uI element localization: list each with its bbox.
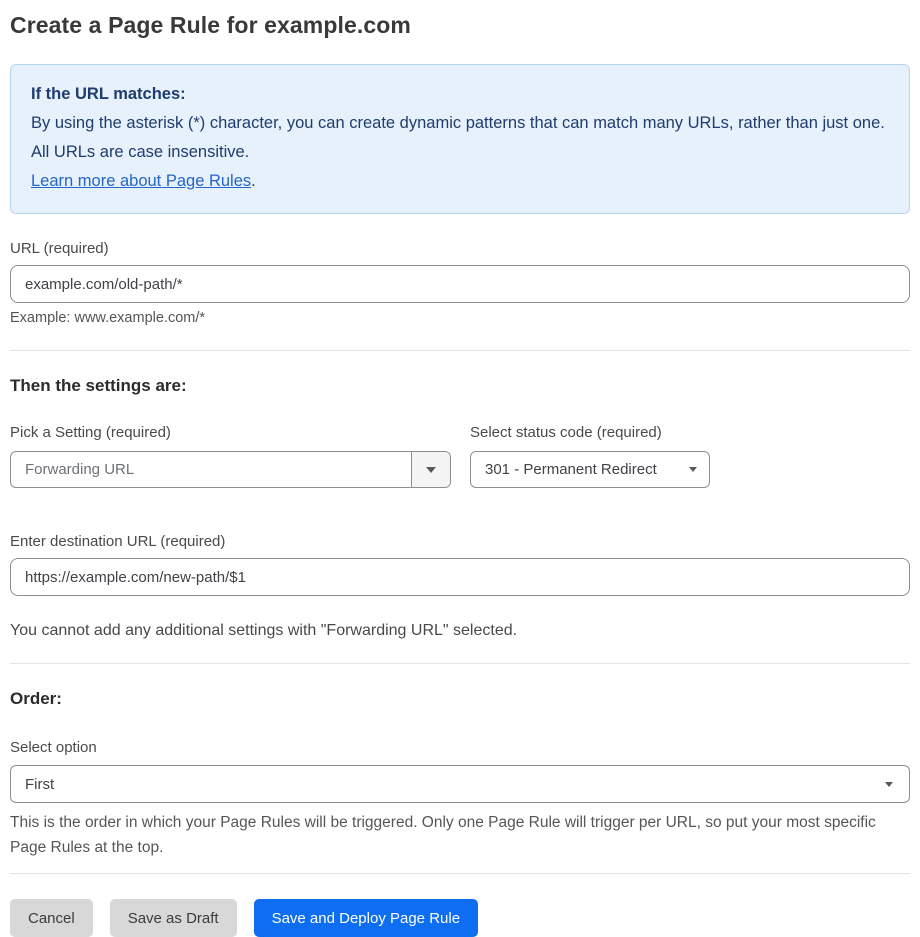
status-code-select[interactable]	[470, 451, 710, 488]
order-select-label: Select option	[10, 739, 97, 756]
status-code-label: Select status code (required)	[470, 424, 662, 441]
chevron-down-icon	[885, 782, 893, 787]
setting-picker-column	[10, 424, 451, 488]
forwarding-url-note: You cannot add any additional settings with "Forwarding URL" selected.	[10, 622, 518, 639]
chevron-down-icon	[689, 467, 697, 472]
setting-picker-label: Pick a Setting (required)	[10, 424, 171, 441]
learn-more-link[interactable]: Learn more about Page Rules	[31, 172, 252, 190]
info-box-heading: If the URL matches:	[31, 85, 186, 103]
divider	[10, 663, 910, 664]
order-help-text: This is the order in which your Page Rules will be triggered. Only one Page Rule will trigger per URL, so put your most specific Page Rules at the top.	[10, 814, 876, 856]
status-code-column	[470, 424, 710, 488]
url-input[interactable]	[10, 265, 910, 303]
order-select-value: First	[25, 775, 55, 793]
status-code-value: 301 - Permanent Redirect	[485, 461, 657, 478]
url-field-label: URL (required)	[10, 240, 109, 257]
info-box-body: By using the asterisk (*) character, you can create dynamic patterns that can match many URLs, rather than just one. All URLs are case insensitive.	[31, 114, 885, 161]
url-match-info-box	[10, 64, 910, 214]
cancel-button[interactable]: Cancel	[10, 899, 93, 937]
save-as-draft-button[interactable]: Save as Draft	[110, 899, 237, 937]
setting-picker-arrow-button[interactable]	[411, 452, 450, 487]
info-box-link-line	[31, 167, 889, 196]
order-section-heading: Order:	[10, 689, 62, 708]
settings-section-heading: Then the settings are:	[10, 376, 187, 395]
destination-url-label: Enter destination URL (required)	[10, 533, 226, 550]
url-field-hint: Example: www.example.com/*	[10, 310, 206, 326]
divider	[10, 873, 910, 874]
settings-row	[10, 424, 910, 488]
action-buttons-row	[10, 899, 910, 937]
page-title: Create a Page Rule for example.com	[10, 12, 411, 38]
setting-picker-value: Forwarding URL	[25, 461, 135, 478]
destination-url-input[interactable]	[10, 558, 910, 596]
divider	[10, 350, 910, 351]
save-and-deploy-button[interactable]: Save and Deploy Page Rule	[254, 899, 478, 937]
setting-picker-select[interactable]	[10, 451, 451, 488]
order-select[interactable]	[10, 765, 910, 803]
link-suffix: .	[251, 172, 256, 190]
chevron-down-icon	[426, 467, 436, 473]
